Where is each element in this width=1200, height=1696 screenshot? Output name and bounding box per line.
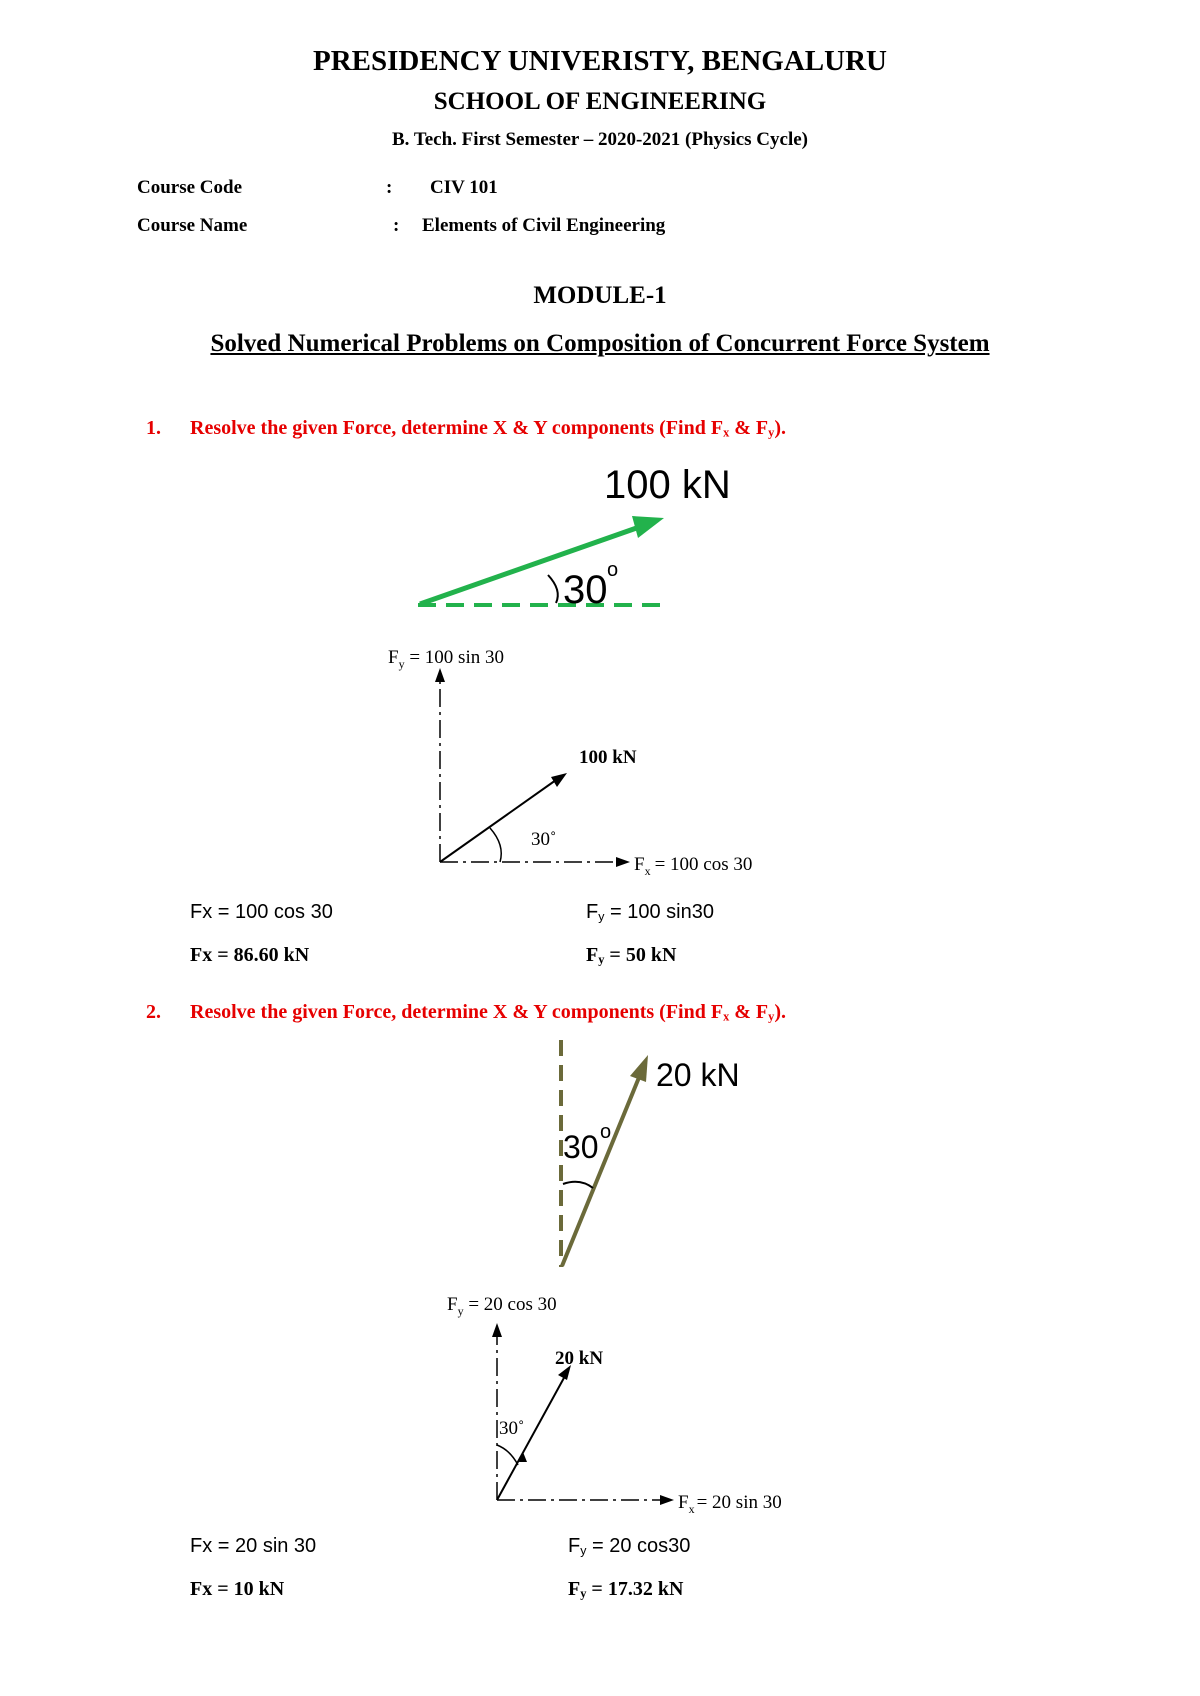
problem-2-diagram-angle-arc [497,1445,518,1465]
problem-2-fx-equation: Fx = 20 sin 30 [190,1535,317,1557]
course-name-label: Course Name [137,215,248,236]
problem-2-x-arrowhead [660,1495,674,1505]
problem-2-angle-degree: o [600,1121,612,1143]
problem-1-fy-equation: $F_y = 100$ sin30 [586,901,714,924]
problem-1-number: 1. [146,417,161,439]
problem-2-angle-label: 30 [563,1129,599,1165]
problem-1-angle-label: 30 [563,568,608,612]
problem-1-fx-equation: Fx = 100 cos 30 [190,901,333,923]
problem-2-diagram-angle-label: 30˚ [499,1418,525,1439]
course-code-separator: : [386,177,393,198]
problem-2-fy-result: $F_y = 17.32$ kN [568,1578,684,1601]
course-name-separator: : [393,215,400,236]
school-title: SCHOOL OF ENGINEERING [433,88,767,115]
semester-line: B. Tech. First Semester – 2020-2021 (Physics Cycle) [391,129,808,150]
section-subtitle: Solved Numerical Problems on Composition of Concurrent Force System [210,330,990,357]
problem-1-diagram-angle-label: 30˚ [531,829,557,850]
problem-1-force-label: 100 kN [604,463,731,507]
course-code-label: Course Code [137,177,243,198]
problem-1-fy-result: $F_y = 50$ kN [586,944,677,967]
problem-2-fx-result: Fx = 10 kN [190,1578,285,1600]
course-code-value: CIV 101 [430,177,498,198]
university-title: PRESIDENCY UNIVERISTY, BENGALURU [313,45,887,77]
problem-1-question: Resolve the given Force, determine X & Y components (Find $F_x$ & $F_y$). [190,417,787,440]
problem-2-number: 2. [146,1001,161,1023]
problem-1-fy-label: $F_y = 100$ sin 30 [388,647,504,671]
problem-2-fx-label: $F_x = 20$ sin 30 [678,1492,782,1516]
problem-2-question: Resolve the given Force, determine X & Y components (Find $F_x$ & $F_y$). [190,1001,787,1024]
problem-2-diagram-force-label: 20 kN [555,1348,604,1369]
course-name-value: Elements of Civil Engineering [422,215,666,236]
problem-1-fx-label: $F_x = 100$ cos 30 [634,854,753,878]
problem-2-fy-equation: $F_y = 20$ cos30 [568,1535,691,1558]
problem-1-fx-result: Fx = 86.60 kN [190,944,310,966]
problem-1-angle-degree: o [607,559,619,581]
problem-2-y-arrowhead [492,1323,502,1337]
problem-2-force-label: 20 kN [656,1057,740,1093]
problem-1-diagram-force-label: 100 kN [579,747,637,768]
module-heading: MODULE-1 [533,282,667,309]
problem-2-fy-label: $F_y = 20$ cos 30 [447,1294,557,1318]
